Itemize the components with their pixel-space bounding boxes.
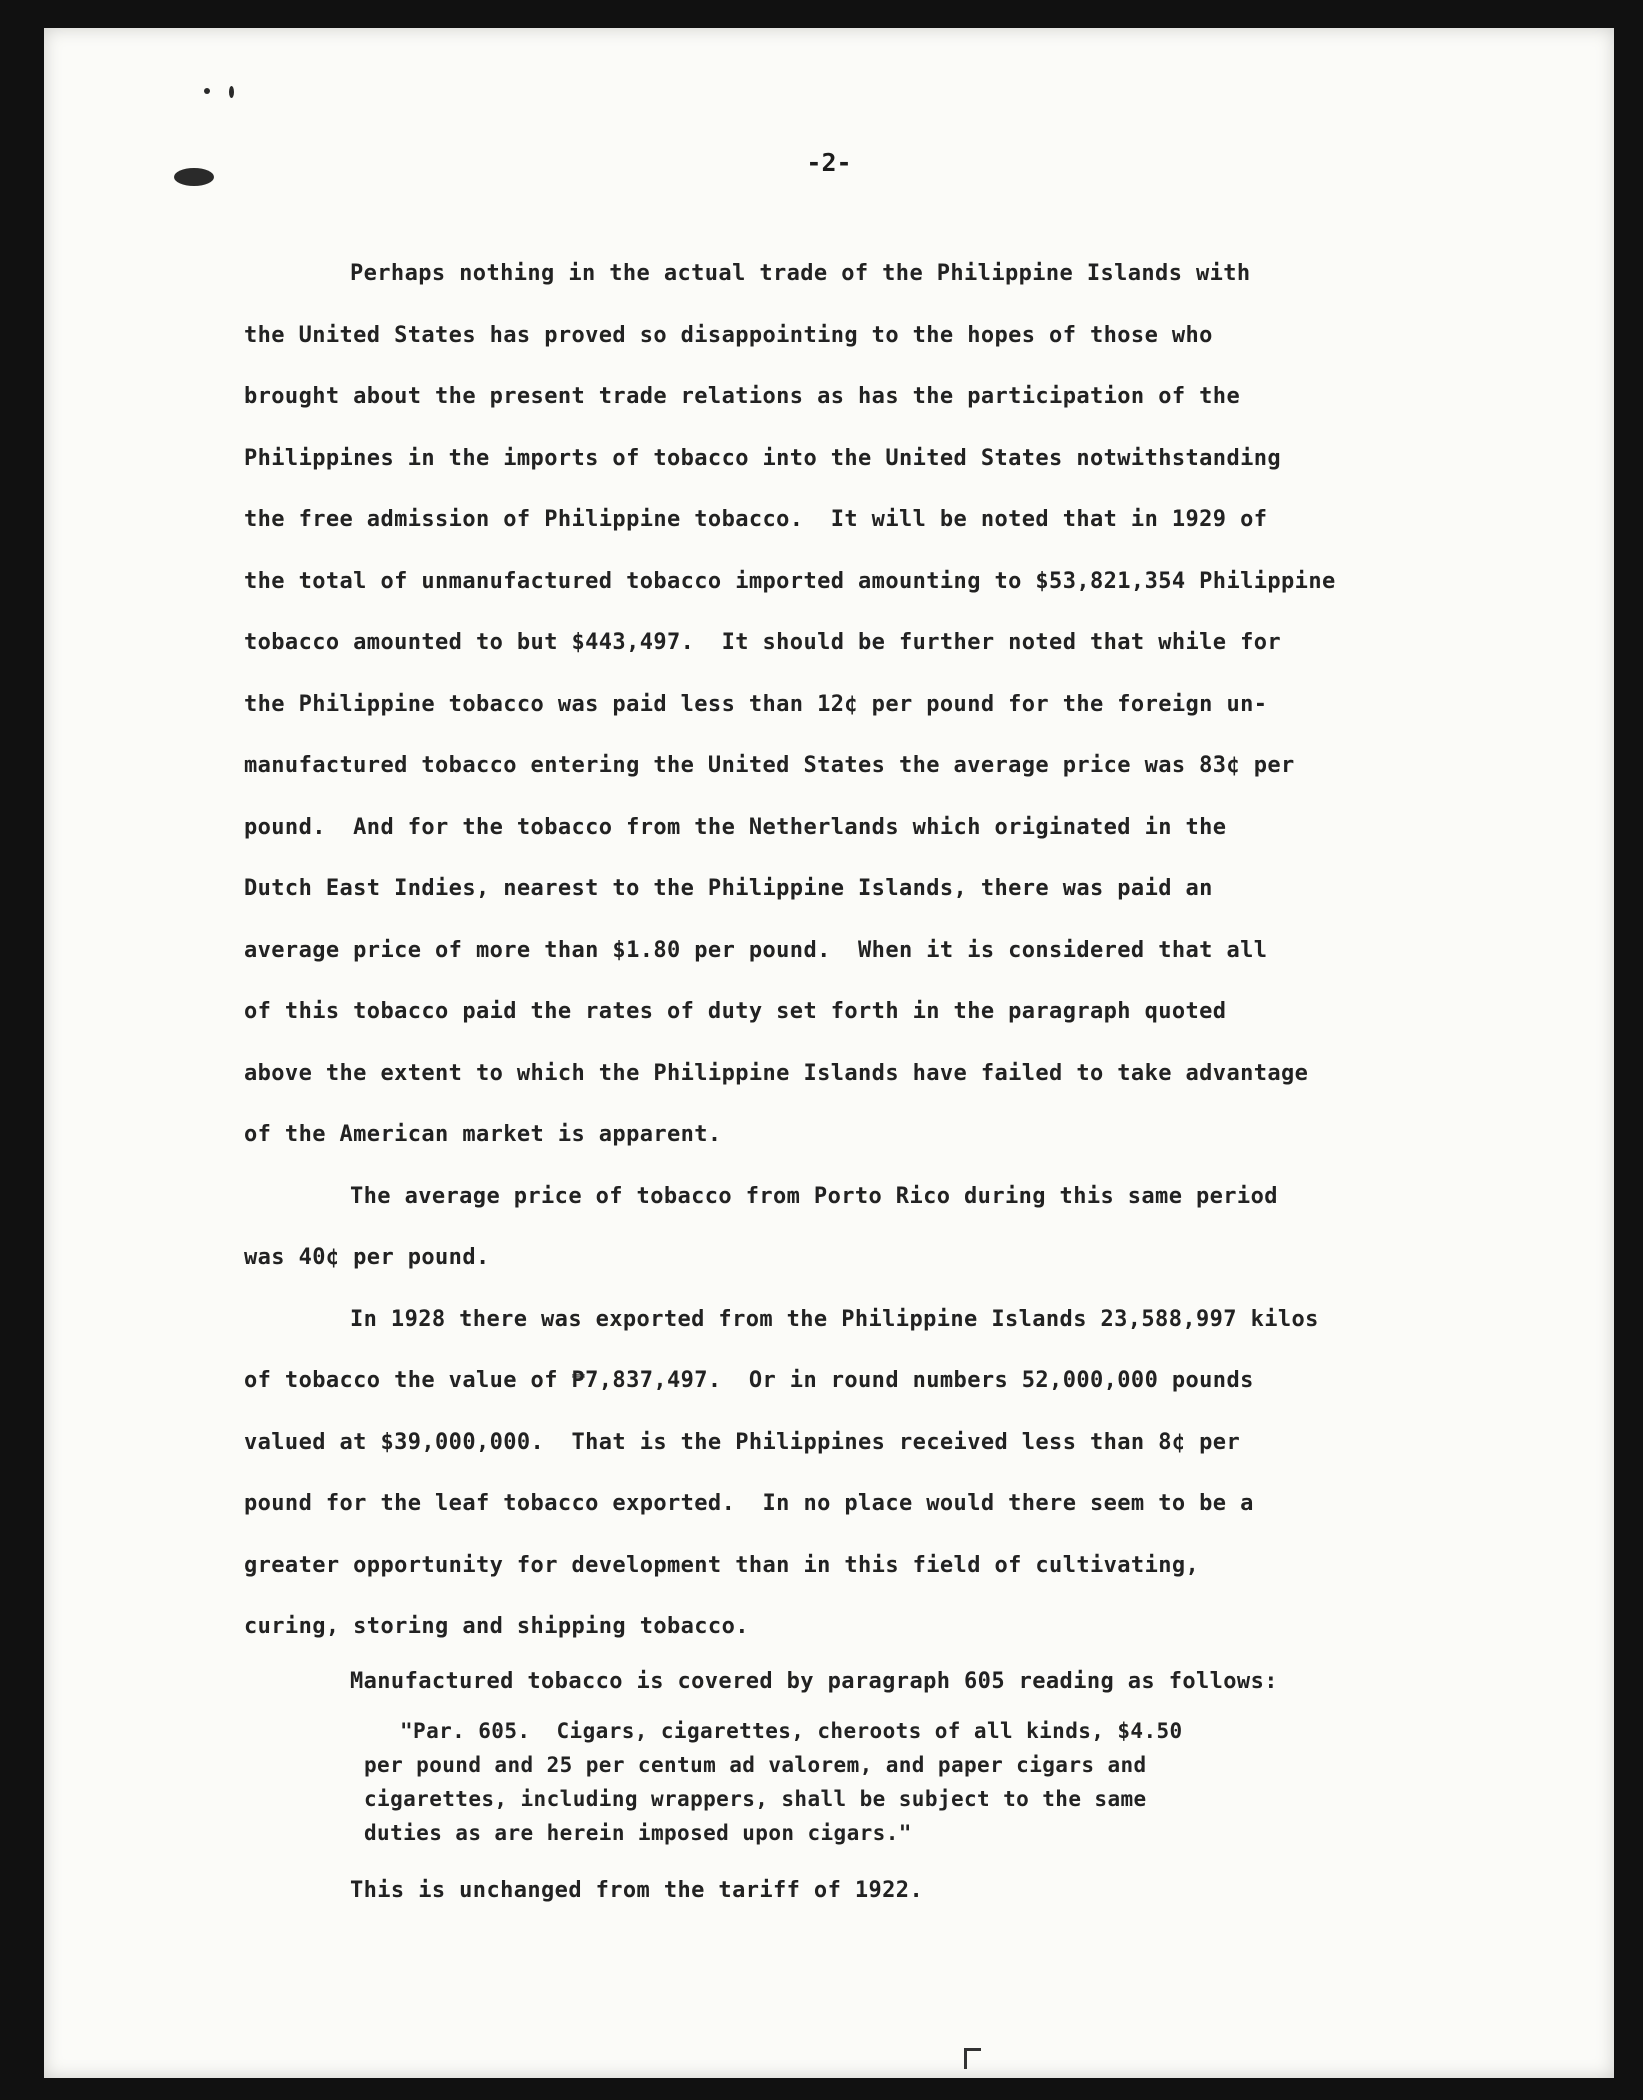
text-line: manufactured tobacco entering the United States the average price was 83¢ per (244, 753, 1295, 778)
text-line: the Philippine tobacco was paid less than 12¢ per pound for the foreign un- (244, 691, 1268, 717)
quote-line: "Par. 605. Cigars, cigarettes, cheroots of all kinds, $4.50 (400, 1718, 1183, 1743)
paragraph-tobacco-trade (244, 243, 1544, 1166)
paragraph-exports-1928 (244, 1289, 1544, 1658)
text-line: the free admission of Philippine tobacco. It will be noted that in 1929 of (244, 507, 1268, 532)
margin-mark (964, 2048, 981, 2069)
ink-speck (229, 86, 234, 98)
closing-line: This is unchanged from the tariff of 1922. (350, 1877, 924, 1903)
text-line: The average price of tobacco from Porto Rico during this same period (350, 1183, 1278, 1209)
document-page (44, 28, 1614, 2078)
text-line: valued at $39,000,000. That is the Philippines received less than 8¢ per (244, 1429, 1241, 1455)
paragraph-porto-rico (244, 1166, 1544, 1289)
text-line: greater opportunity for development than in this field of cultivating, (244, 1552, 1200, 1578)
quote-line: cigarettes, including wrappers, shall be subject to the same (364, 1786, 1147, 1811)
text-line: Manufactured tobacco is covered by paragraph 605 reading as follows: (350, 1668, 1278, 1694)
document-body (244, 243, 1544, 1921)
text-line: tobacco amounted to but $443,497. It should be further noted that while for (244, 630, 1282, 655)
quote-line: per pound and 25 per centum ad valorem, and paper cigars and (364, 1752, 1147, 1777)
page-number: -2- (806, 148, 852, 177)
text-line: was 40¢ per pound. (244, 1245, 490, 1270)
text-line: pound for the leaf tobacco exported. In no place would there seem to be a (244, 1491, 1254, 1516)
text-line: curing, storing and shipping tobacco. (244, 1614, 749, 1639)
text-line: Philippines in the imports of tobacco into the United States notwithstanding (244, 445, 1282, 471)
ink-speck (204, 88, 210, 94)
text-line: Perhaps nothing in the actual trade of the Philippine Islands with (350, 261, 1251, 286)
text-line: Dutch East Indies, nearest to the Philippine Islands, there was paid an (244, 876, 1213, 901)
text-line: of tobacco the value of ₱7,837,497. Or in round numbers 52,000,000 pounds (244, 1368, 1254, 1393)
text-line: In 1928 there was exported from the Philippine Islands 23,588,997 kilos (350, 1306, 1319, 1332)
paragraph-manufactured-tobacco (244, 1658, 1544, 1706)
text-line: of this tobacco paid the rates of duty set forth in the paragraph quoted (244, 999, 1227, 1024)
text-line: the United States has proved so disappointing to the hopes of those who (244, 322, 1213, 348)
text-line: above the extent to which the Philippine Islands have failed to take advantage (244, 1060, 1309, 1086)
block-quote-par-605 (244, 1714, 1544, 1850)
text-line: average price of more than $1.80 per pound. When it is considered that all (244, 937, 1268, 963)
quote-line: duties as are herein imposed upon cigars." (364, 1820, 912, 1845)
text-line: the total of unmanufactured tobacco imported amounting to $53,821,354 Philippine (244, 568, 1336, 594)
text-line: pound. And for the tobacco from the Netherlands which originated in the (244, 814, 1227, 840)
text-line: of the American market is apparent. (244, 1122, 722, 1147)
text-line: brought about the present trade relations as has the participation of the (244, 384, 1241, 409)
